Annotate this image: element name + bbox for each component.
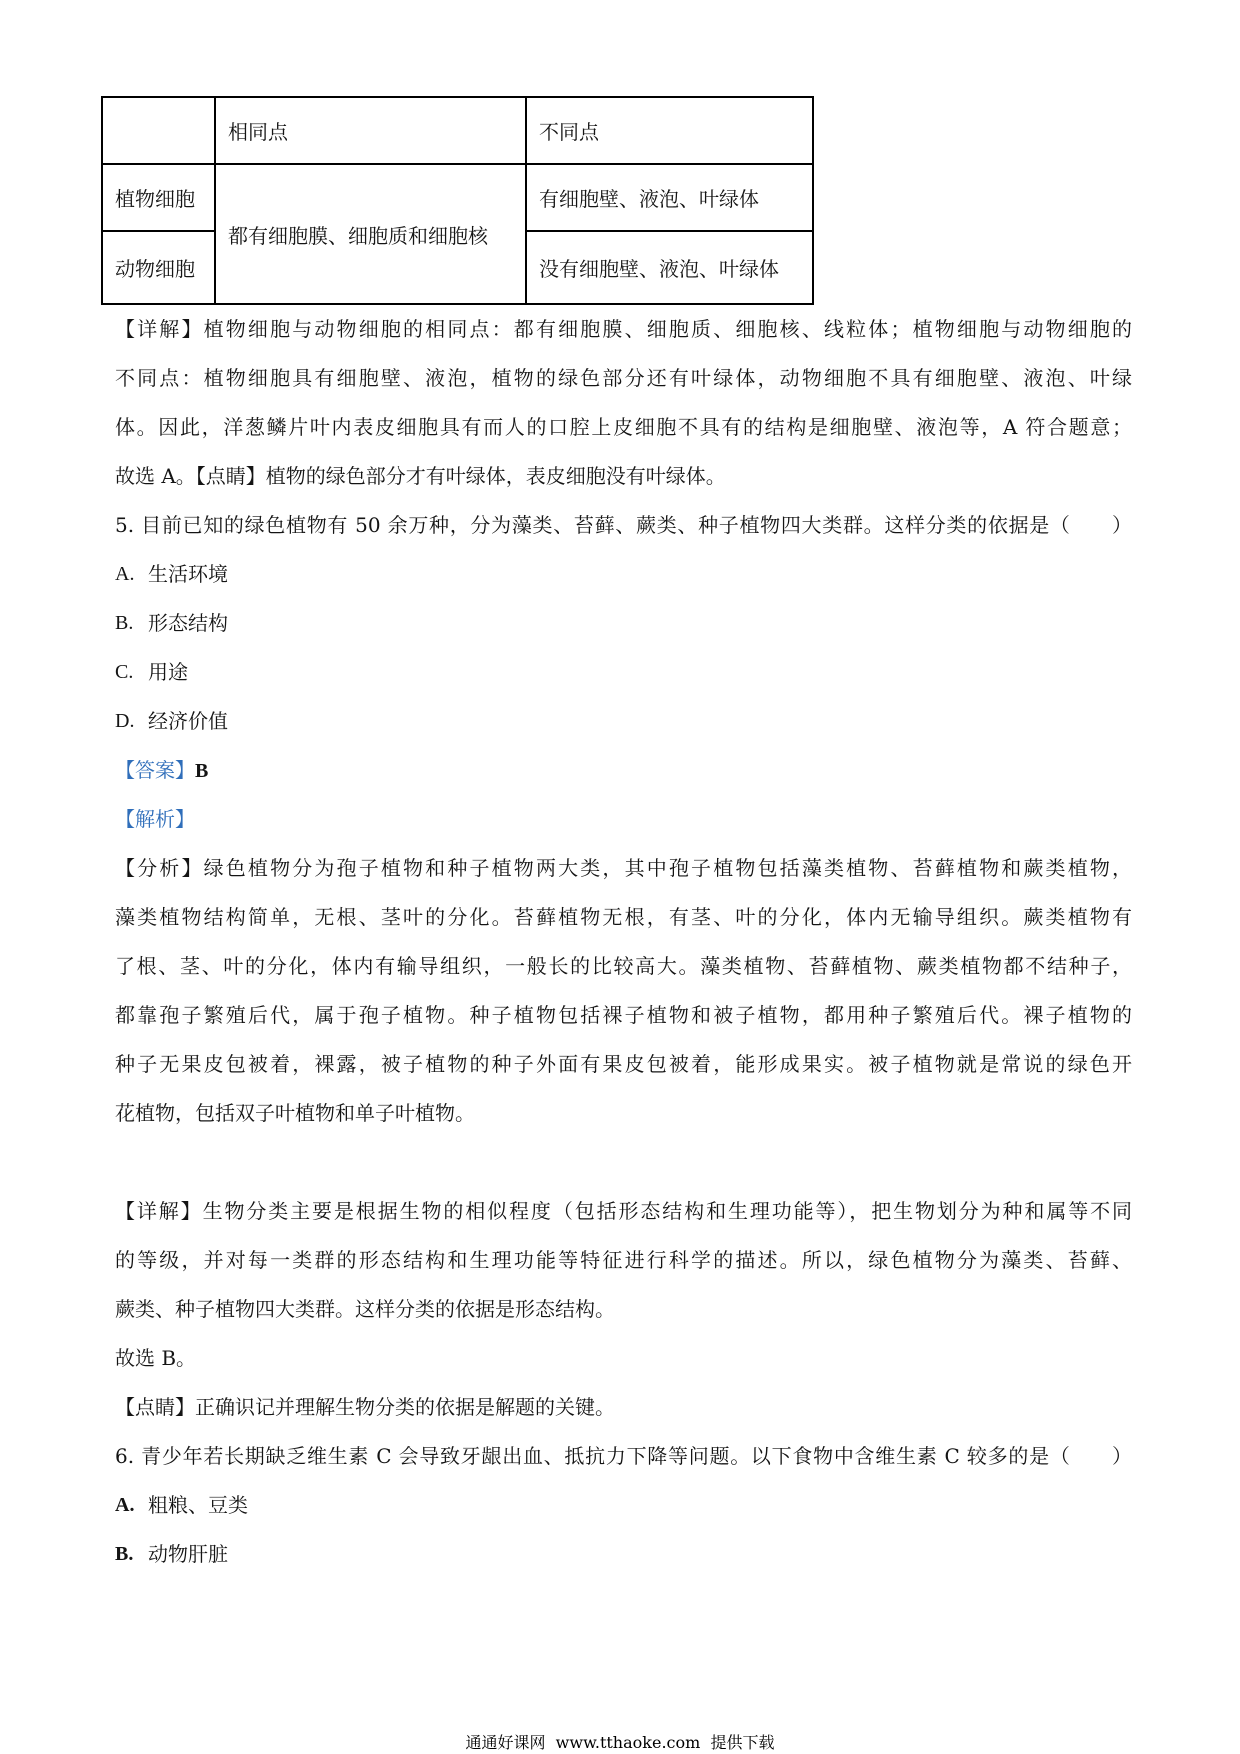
q6-option-a: [115, 1481, 1132, 1530]
table-row-label-plant: 植物细胞: [102, 164, 215, 231]
option-label: B.: [115, 1543, 134, 1565]
q5-analysis-line: 种子无果皮包被着，裸露，被子植物的种子外面有果皮包被着，能形成果实。被子植物就是常说的绿色开: [115, 1052, 1132, 1076]
q5-stem: 5. 目前已知的绿色植物有 50 余万种，分为藻类、苔藓、蕨类、种子植物四大类群。这样分类的依据是（ ）: [115, 513, 1132, 537]
q5-conclusion: 故选 B。: [115, 1346, 197, 1370]
paragraph-gap: [115, 1138, 1132, 1187]
q5-option-c: [115, 648, 1132, 697]
table-cell-common: 都有细胞膜、细胞质和细胞核: [215, 164, 526, 304]
q5-analysis-line: 都靠孢子繁殖后代，属于孢子植物。种子植物包括裸子植物和被子植物，都用种子繁殖后代。裸子植物的: [115, 1003, 1132, 1027]
table-cell-animal-diff: 没有细胞壁、液泡、叶绿体: [526, 231, 813, 304]
option-text: 生活环境: [148, 562, 228, 586]
question-content: [115, 305, 1132, 1579]
q5-detail-line: 【详解】生物分类主要是根据生物的相似程度（包括形态结构和生理功能等），把生物划分为种和属等不同: [115, 1199, 1132, 1223]
table-row-label-animal: 动物细胞: [102, 231, 215, 304]
analysis-tag: 【解析】: [115, 807, 195, 831]
answer-value: B: [195, 760, 209, 782]
q4-explanation-line: 不同点：植物细胞具有细胞壁、液泡，植物的绿色部分还有叶绿体，动物细胞不具有细胞壁、液泡、叶绿: [115, 366, 1132, 390]
option-label: C.: [115, 661, 134, 683]
q5-option-b: [115, 599, 1132, 648]
q5-answer: [115, 746, 1132, 795]
q5-option-a: [115, 550, 1132, 599]
q4-explanation-line: 体。因此，洋葱鳞片叶内表皮细胞具有而人的口腔上皮细胞不具有的结构是细胞壁、液泡等，A 符合题意；: [115, 415, 1132, 439]
table-header-same: 相同点: [215, 97, 526, 164]
table-cell-plant-diff: 有细胞壁、液泡、叶绿体: [526, 164, 813, 231]
q5-analysis-line: 藻类植物结构简单，无根、茎叶的分化。苔藓植物无根，有茎、叶的分化，体内无输导组织。蕨类植物有: [115, 905, 1132, 929]
answer-tag: 【答案】: [115, 758, 195, 782]
option-text: 粗粮、豆类: [148, 1493, 248, 1517]
option-text: 形态结构: [148, 611, 228, 635]
q4-explanation-line: 故选 A。【点睛】植物的绿色部分才有叶绿体，表皮细胞没有叶绿体。: [115, 464, 726, 488]
q6-stem: 6. 青少年若长期缺乏维生素 C 会导致牙龈出血、抵抗力下降等问题。以下食物中含维生素 C 较多的是（ ）: [115, 1444, 1132, 1468]
option-text: 用途: [148, 660, 188, 684]
q6-option-b: [115, 1530, 1132, 1579]
cell-comparison-table: [101, 96, 814, 305]
table-row-plant-cell: [102, 164, 813, 231]
option-label: A.: [115, 563, 135, 585]
q5-option-d: [115, 697, 1132, 746]
q5-analysis-heading: [115, 795, 1132, 844]
option-text: 经济价值: [148, 709, 228, 733]
page-footer: 通通好课网 www.tthaoke.com 提供下载: [465, 1733, 775, 1752]
option-text: 动物肝脏: [148, 1542, 228, 1566]
option-label: B.: [115, 612, 134, 634]
q5-note: 【点睛】正确识记并理解生物分类的依据是解题的关键。: [115, 1395, 615, 1419]
table-header-row: [102, 97, 813, 164]
table-header-diff: 不同点: [526, 97, 813, 164]
q5-detail-line: 的等级，并对每一类群的形态结构和生理功能等特征进行科学的描述。所以，绿色植物分为藻类、苔藓、: [115, 1248, 1132, 1272]
q5-detail-line: 蕨类、种子植物四大类群。这样分类的依据是形态结构。: [115, 1297, 615, 1321]
q5-analysis-line: 【分析】绿色植物分为孢子植物和种子植物两大类，其中孢子植物包括藻类植物、苔藓植物和蕨类植物，: [115, 856, 1132, 880]
option-label: A.: [115, 1494, 135, 1516]
table-corner-cell: [102, 97, 215, 164]
option-label: D.: [115, 710, 135, 732]
q5-analysis-line: 了根、茎、叶的分化，体内有输导组织，一般长的比较高大。藻类植物、苔藓植物、蕨类植物都不结种子，: [115, 954, 1132, 978]
q5-analysis-line: 花植物，包括双子叶植物和单子叶植物。: [115, 1101, 475, 1125]
q4-explanation-line: 【详解】植物细胞与动物细胞的相同点：都有细胞膜、细胞质、细胞核、线粒体；植物细胞与动物细胞的: [115, 317, 1132, 341]
